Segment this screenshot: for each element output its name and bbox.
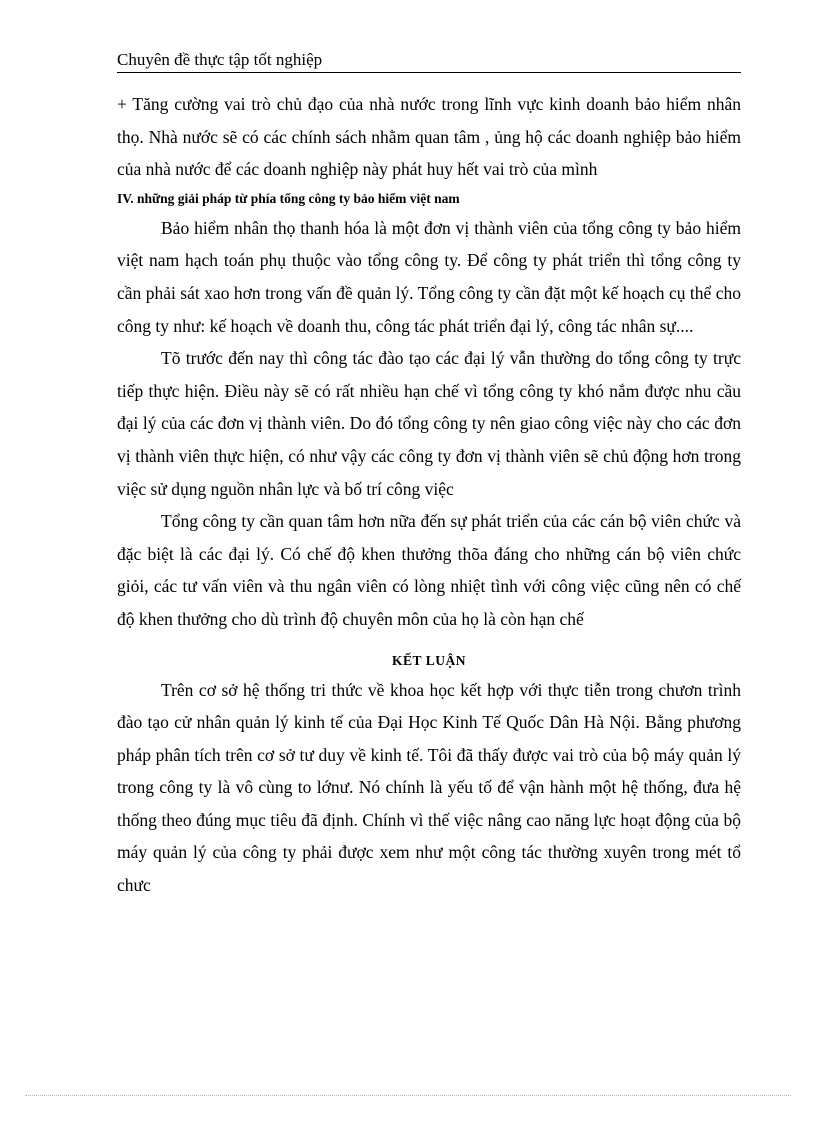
page-header — [117, 48, 741, 73]
header-title: Chuyên đề thực tập tốt nghiệp — [117, 50, 323, 69]
document-body — [117, 88, 741, 902]
section-heading: IV. những giải pháp từ phía tổng công ty bảo hiểm việt nam — [117, 190, 460, 206]
intro-paragraph: + Tăng cường vai trò chủ đạo của nhà nước trong lĩnh vực kinh doanh bảo hiểm nhân thọ. Nhà nước sẽ có các chính sách nhằm quan tâm , ủng hộ các doanh nghiệp bảo hiểm của nhà nước để các doanh nghiệp này phát huy hết vai trò của mình — [117, 94, 741, 180]
section-paragraph: Bảo hiểm nhân thọ thanh hóa là một đơn vị thành viên của tổng công ty bảo hiểm việt nam hạch toán phụ thuộc vào tổng công ty. Để công ty phát triển thì tổng công ty cần phải sát xao hơn trong vấn đề quản lý. Tổng công ty cần đặt một kế hoạch cụ thể cho công ty như: kế hoạch về doanh thu, công tác phát triển đại lý, công tác nhân sự.... — [117, 217, 741, 336]
page-bottom-divider — [25, 1095, 791, 1096]
section-paragraph: Tõ trước đến nay thì công tác đào tạo các đại lý vẫn thường do tổng công ty trực tiếp thực hiện. Điều này sẽ có rất nhiều hạn chế vì tổng công ty khó nắm được nhu cầu đại lý của các đơn vị thành viên. Do đó tổng công ty nên giao công việc này cho các đơn vị thành viên thực hiện, có như vậy các công ty đơn vị thành viên sẽ chủ động hơn trong việc sử dụng nguồn nhân lực và bố trí công việc — [117, 348, 741, 499]
section-paragraph: Tổng công ty cần quan tâm hơn nữa đến sự phát triển của các cán bộ viên chức và đặc biệt là các đại lý. Có chế độ khen thưởng thõa đáng cho những cán bộ viên chức giỏi, các tư vấn viên và thu ngân viên có lòng nhiệt tình với công việc cũng nên có chế độ khen thưởng cho dù trình độ chuyên môn của họ là còn hạn chế — [117, 511, 741, 629]
conclusion-paragraph: Trên cơ sở hệ thống tri thức về khoa học kết hợp với thực tiễn trong chươn trình đào tạo cử nhân quản lý kinh tế của Đại Học Kinh Tế Quốc Dân Hà Nội. Bằng phương pháp phân tích trên cơ sở tư duy về kinh tế. Tôi đã thấy được vai trò của bộ máy quản lý trong công ty là vô cùng to lớnư. Nó chính là yếu tố để vận hành một hệ thống, đưa hệ thống theo đúng mục tiêu đã định. Chính vì thế việc nâng cao năng lực hoạt động của bộ máy quản lý của công ty phải được xem như một công tác thường xuyên trong mét tổ chưc — [117, 679, 741, 896]
conclusion-title: KẾT LUẬN — [392, 652, 466, 668]
